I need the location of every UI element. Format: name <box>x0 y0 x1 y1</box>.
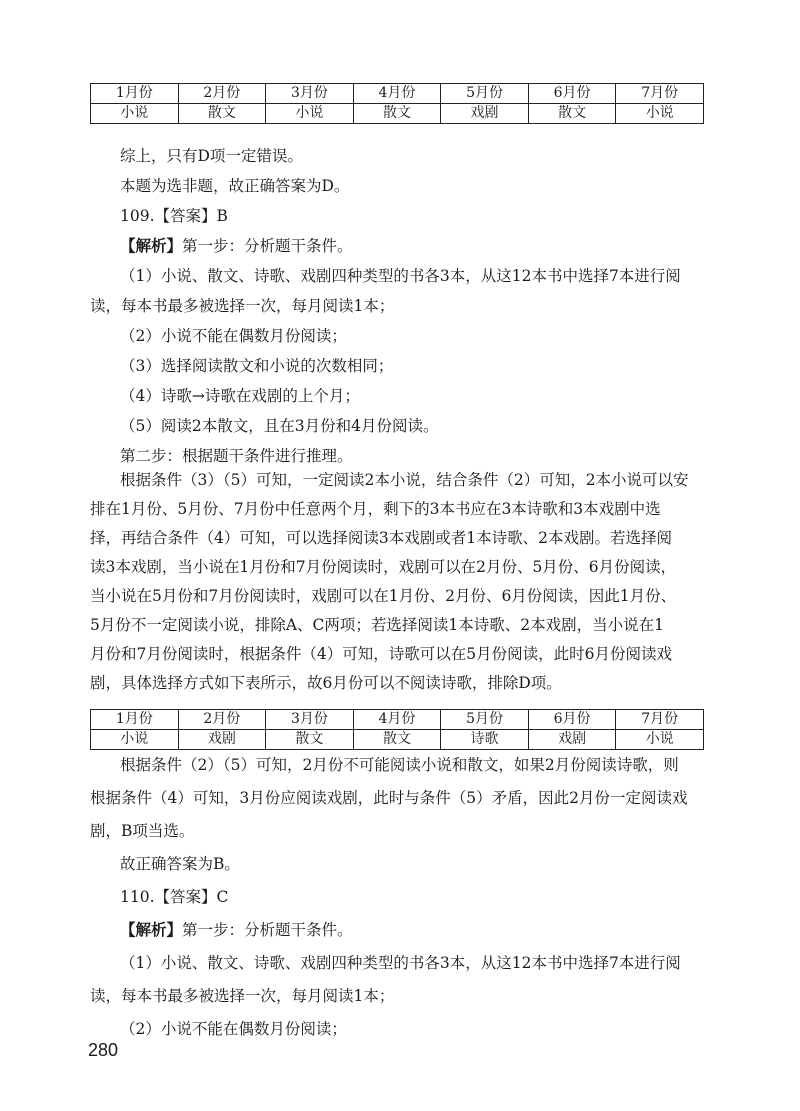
q109-reasoning-line: 剧，具体选择方式如下表所示，故6月份可以不阅读诗歌，排除D项。 <box>90 674 562 692</box>
table-cell: 1月份 <box>91 710 179 730</box>
table-cell: 散文 <box>528 104 616 124</box>
table-cell: 戏剧 <box>441 104 529 124</box>
table-cell: 散文 <box>178 104 266 124</box>
q109-reasoning-line: 5月份不一定阅读小说，排除A、C两项；若选择阅读1本诗歌、2本戏剧，当小说在1 <box>90 616 665 634</box>
q109-after-table-line: 剧，B项当选。 <box>90 822 195 840</box>
table-cell: 诗歌 <box>441 730 529 750</box>
table-cell: 2月份 <box>178 84 266 104</box>
q108-conclusion: 本题为选非题，故正确答案为D。 <box>120 177 350 195</box>
q109-reasoning-line: 读3本戏剧，当小说在1月份和7月份阅读时，戏剧可以在2月份、5月份、6月份阅读， <box>90 558 677 576</box>
q109-after-table-line: 根据条件（2）（5）可知，2月份不可能阅读小说和散文，如果2月份阅读诗歌，则 <box>120 756 679 774</box>
q109-step2: 第二步：根据题干条件进行推理。 <box>120 447 353 465</box>
table-cell: 戏剧 <box>178 730 266 750</box>
table-cell: 戏剧 <box>528 730 616 750</box>
table-cell: 7月份 <box>616 84 704 104</box>
q110-condition-2: （2）小说不能在偶数月份阅读； <box>120 1020 347 1038</box>
table-cell: 小说 <box>616 730 704 750</box>
analysis-label: 【解析】 <box>120 920 183 939</box>
reading-schedule-table-1 <box>90 83 704 124</box>
table-cell: 小说 <box>616 104 704 124</box>
table-cell: 3月份 <box>266 84 354 104</box>
q109-condition-5: （5）阅读2本散文，且在3月份和4月份阅读。 <box>120 417 439 435</box>
q109-reasoning-line: 根据条件（3）（5）可知，一定阅读2本小说，结合条件（2）可知，2本小说可以安 <box>120 471 689 489</box>
table-row-types <box>91 104 704 124</box>
table-cell: 1月份 <box>91 84 179 104</box>
table-cell: 6月份 <box>528 84 616 104</box>
table-cell: 6月份 <box>528 710 616 730</box>
q109-reasoning-line: 择，再结合条件（4）可知，可以选择阅读3本戏剧或者1本诗歌、2本戏剧。若选择阅 <box>90 529 672 547</box>
table-row-months <box>91 710 704 730</box>
q109-condition-2: （2）小说不能在偶数月份阅读； <box>120 327 347 345</box>
table-cell: 小说 <box>91 104 179 124</box>
q109-reasoning-line: 月份和7月份阅读时，根据条件（4）可知，诗歌可以在5月份阅读，此时6月份阅读戏 <box>90 645 672 663</box>
q110-condition-1-cont: 读，每本书最多被选择一次，每月阅读1本； <box>90 987 395 1005</box>
q109-conclusion: 故正确答案为B。 <box>120 855 240 873</box>
table-row-months <box>91 84 704 104</box>
table-cell: 小说 <box>91 730 179 750</box>
q109-reasoning-line: 当小说在5月份和7月份阅读时，戏剧可以在1月份、2月份、6月份阅读，因此1月份、 <box>90 587 677 605</box>
analysis-step-text: 第一步：分析题干条件。 <box>182 921 353 939</box>
q109-answer-label: 109.【答案】B <box>120 207 228 225</box>
q109-condition-1-cont: 读，每本书最多被选择一次，每月阅读1本； <box>90 297 395 315</box>
q110-answer-label: 110.【答案】C <box>120 888 229 906</box>
q109-condition-1: （1）小说、散文、诗歌、戏剧四种类型的书各3本，从这12本书中选择7本进行阅 <box>120 267 681 285</box>
table-cell: 5月份 <box>441 710 529 730</box>
table-cell: 小说 <box>266 104 354 124</box>
table-cell: 7月份 <box>616 710 704 730</box>
page-number: 280 <box>88 1040 119 1060</box>
table-cell: 4月份 <box>353 710 441 730</box>
reading-schedule-table-2 <box>90 709 704 750</box>
q109-reasoning-line: 排在1月份、5月份、7月份中任意两个月，剩下的3本书应在3本诗歌和3本戏剧中选 <box>90 500 661 518</box>
table-cell: 散文 <box>353 104 441 124</box>
q110-condition-1: （1）小说、散文、诗歌、戏剧四种类型的书各3本，从这12本书中选择7本进行阅 <box>120 954 681 972</box>
q109-analysis-step1 <box>90 229 708 263</box>
analysis-label: 【解析】 <box>120 236 183 255</box>
table-cell: 3月份 <box>266 710 354 730</box>
table-cell: 散文 <box>353 730 441 750</box>
table-row-types <box>91 730 704 750</box>
q110-analysis-step1 <box>90 913 708 947</box>
table-cell: 2月份 <box>178 710 266 730</box>
table-cell: 5月份 <box>441 84 529 104</box>
table-cell: 4月份 <box>353 84 441 104</box>
q109-condition-4: （4）诗歌→诗歌在戏剧的上个月； <box>120 387 360 405</box>
analysis-step-text: 第一步：分析题干条件。 <box>182 237 353 255</box>
table-cell: 散文 <box>266 730 354 750</box>
q108-summary: 综上，只有D项一定错误。 <box>120 147 303 165</box>
q109-condition-3: （3）选择阅读散文和小说的次数相同； <box>120 357 394 375</box>
q109-after-table-line: 根据条件（4）可知，3月份应阅读戏剧，此时与条件（5）矛盾，因此2月份一定阅读戏 <box>90 789 688 807</box>
